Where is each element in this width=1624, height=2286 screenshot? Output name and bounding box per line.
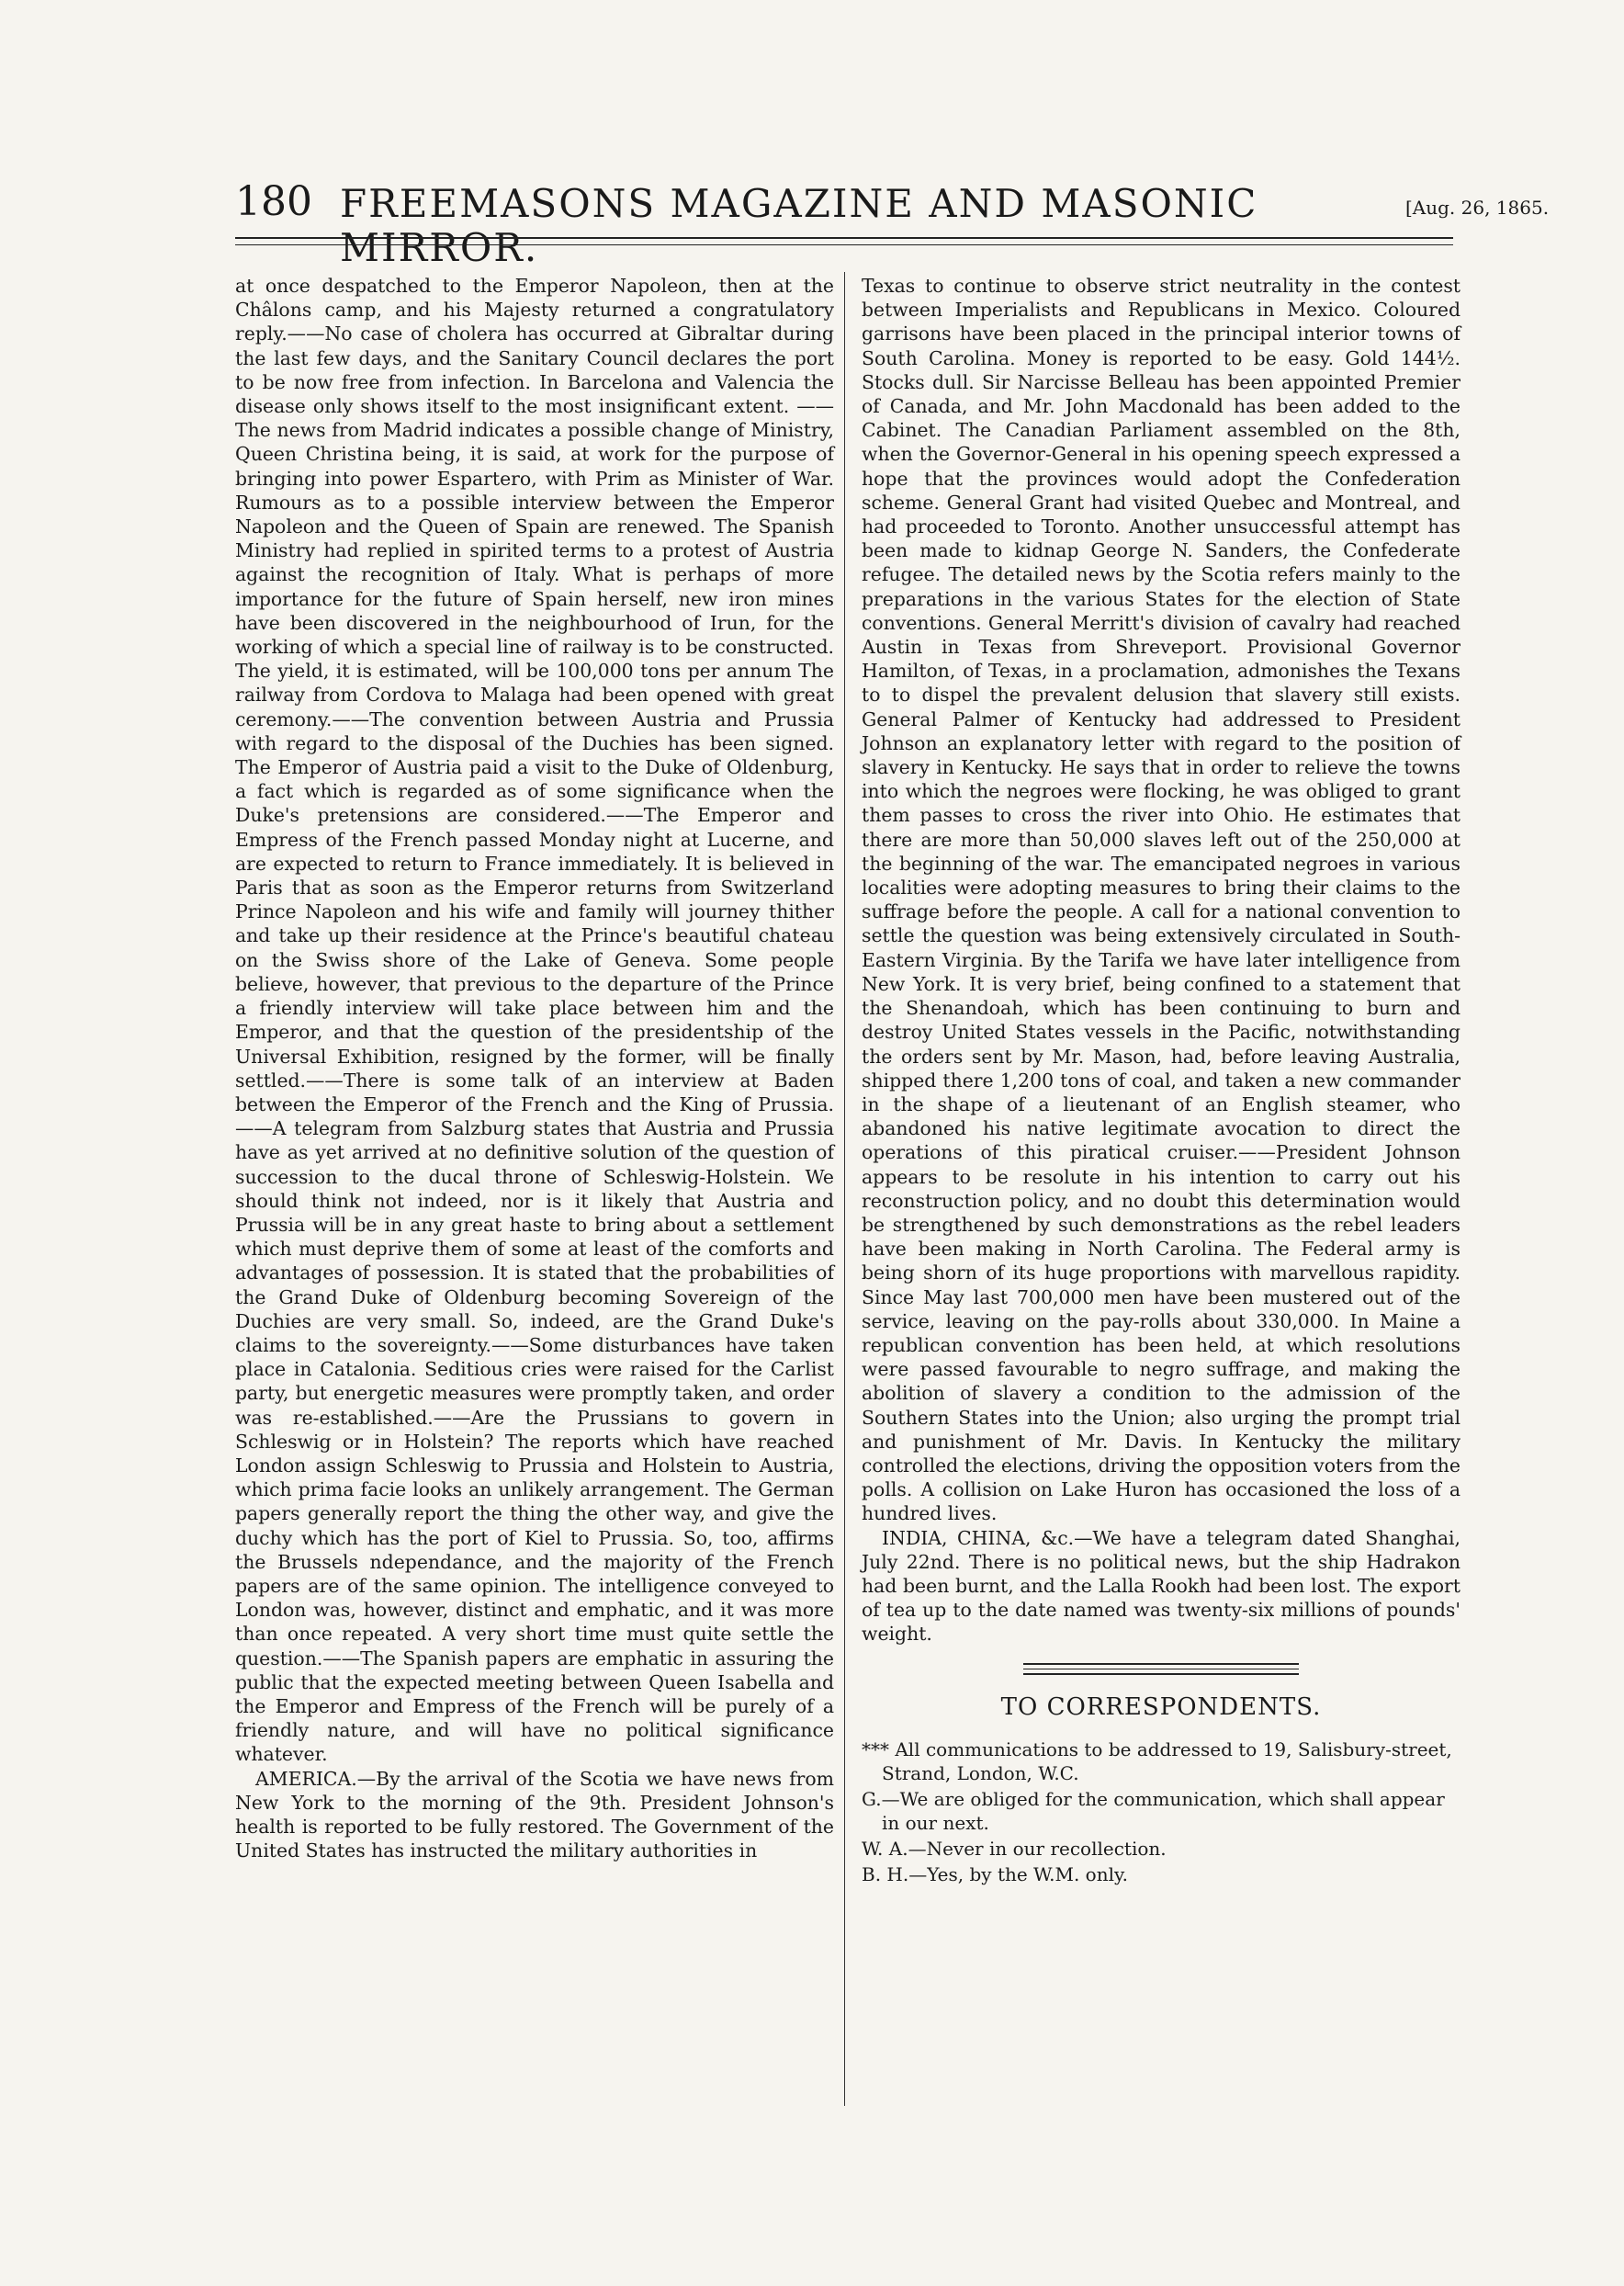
correspondent-note: B. H.—Yes, by the W.M. only. [862,1862,1128,1885]
correspondent-note: *** All communications to be addressed to 19, Salisbury-street, Strand, London, W.C. [862,1737,1452,1784]
header-rule [235,237,1453,239]
masthead-title: FREEMASONS MAGAZINE AND MASONIC MIRROR. [340,181,1258,270]
correspondents-section [862,1692,1460,1886]
page-number: 180 [235,178,312,225]
issue-date: [Aug. 26, 1865. [1405,197,1550,219]
section-ornament-rule [1023,1663,1299,1675]
correspondent-note: W. A.—Never in our recollection. [862,1837,1167,1860]
news-paragraph-india-china: INDIA, CHINA, &c.—We have a telegram dated Shanghai, July 22nd. There is no political news, but the ship Hadrakon had been burnt, and the Lalla Rookh had been lost. The export of tea up to the date named was twenty-six millions of pounds' weight. [862,1526,1460,1646]
header-rule-thin [235,244,1453,245]
right-column [862,274,1460,2102]
news-paragraph-europe: at once despatched to the Emperor Napoleon, then at the Châlons camp, and his Majesty returned a congratulatory reply.——No case of cholera has occurred at Gibraltar during the last few days, and the Sanitary Council declares the port to be now free from infection. In Barcelona and Valencia the disease only shows itself to the most insignificant extent. ——The news from Madrid indicates a possible change of Ministry, Queen Christina being, it is said, at work for the purpose of bringing into power Espartero, with Prim as Minister of War. Rumours as to a possible interview between the Emperor Napoleon and the Queen of Spain are renewed. The Spanish Ministry had replied in spirited terms to a protest of Austria against the recognition of Italy. What is perhaps of more importance for the future of Spain herself, new iron mines have been discovered in the neighbourhood of Irun, for the working of which a special line of railway is to be constructed. The yield, it is estimated, will be 100,000 tons per annum The railway from Cordova to Malaga had been opened with great ceremony.——The convention between Austria and Prussia with regard to the disposal of the Duchies has been signed. The Emperor of Austria paid a visit to the Duke of Oldenburg, a fact which is regarded as of some significance when the Duke's pretensions are considered.——The Emperor and Empress of the French passed Monday night at Lucerne, and are expected to return to France immediately. It is believed in Paris that as soon as the Emperor returns from Switzerland Prince Napoleon and his wife and family will journey thither and take up their residence at the Prince's beautiful chateau on the Swiss shore of the Lake of Geneva. Some people believe, however, that previous to the departure of the Prince a friendly interview will take place between him and the Emperor, and that the question of the presidentship of the Universal Exhibition, resigned by the former, will be finally settled.——There is some talk of an interview at Baden between the Emperor of the French and the King of Prussia. ——A telegram from Salzburg states that Austria and Prussia have as yet arrived at no definitive solution of the question of succession to the ducal throne of Schleswig-Holstein. We should think not indeed, nor is it likely that Austria and Prussia will be in any great haste to bring about a settlement which must deprive them of some at least of the comforts and advantages of possession. It is stated that the probabilities of the Grand Duke of Oldenburg becoming Sovereign of the Duchies are very small. So, indeed, are the Grand Duke's claims to the sovereignty.——Some disturbances have taken place in Catalonia. Seditious cries were raised for the Carlist party, but energetic measures were promptly taken, and order was re-established.——Are the Prussians to govern in Schleswig or in Holstein? The reports which have reached London assign Schleswig to Prussia and Holstein to Austria, which prima facie looks an unlikely arrangement. The German papers generally report the thing the other way, and give the duchy which has the port of Kiel to Prussia. So, too, affirms the Brussels ndependance, and the majority of the French papers are of the same opinion. The intelligence conveyed to London was, however, distinct and emphatic, and it was more than once repeated. A very short time must quite settle the question.——The Spanish papers are emphatic in assuring the public that the expected meeting between Queen Isabella and the Emperor and Empress of the French will be purely of a friendly nature, and will have no political significance whatever. [235,275,834,1766]
news-paragraph-america-cont: Texas to continue to observe strict neutrality in the contest between Imperialists and Republicans in Mexico. Coloured garrisons have been placed in the principal interior towns of South Carolina. Money is reported to be easy. Gold 144½. Stocks dull. Sir Narcisse Belleau has been appointed Premier of Canada, and Mr. John Macdonald has been added to the Cabinet. The Canadian Parliament assembled on the 8th, when the Governor-General in his opening speech expressed a hope that the provinces would adopt the Confederation scheme. General Grant had visited Quebec and Montreal, and had proceeded to Toronto. Another unsuccessful attempt has been made to kidnap George N. Sanders, the Confederate refugee. The detailed news by the Scotia refers mainly to the preparations in the various States for the election of State conventions. General Merritt's division of cavalry had reached Austin in Texas from Shreveport. Provisional Governor Hamilton, of Texas, in a proclamation, admonishes the Texans to to dispel the prevalent delusion that slavery still exists. General Palmer of Kentucky had addressed to President Johnson an explanatory letter with regard to the position of slavery in Kentucky. He says that in order to relieve the towns into which the negroes were flocking, he was obliged to grant them passes to cross the river into Ohio. He estimates that there are more than 50,000 slaves left out of the 250,000 at the beginning of the war. The emancipated negroes in various localities were adopting measures to bring their claims to the suffrage before the people. A call for a national convention to settle the question was being extensively circulated in South-Eastern Virginia. By the Tarifa we have later intelligence from New York. It is very brief, being confined to a statement that the Shenandoah, which has been continuing to burn and destroy United States vessels in the Pacific, notwithstanding the orders sent by Mr. Mason, had, before leaving Australia, shipped there 1,200 tons of coal, and taken a new commander in the shape of a lieutenant of an English steamer, who abandoned his native legitimate avocation to direct the operations of this piratical cruiser.——President Johnson appears to be resolute in his intention to carry out his reconstruction policy, and no doubt this determination would be strengthened by such demonstrations as the rebel leaders have been making in North Carolina. The Federal army is being shorn of its huge proportions with marvellous rapidity. Since May last 700,000 men have been mustered out of the service, leaving on the pay-rolls about 330,000. In Maine a republican convention has been held, at which resolutions were passed favourable to negro suffrage, and making the abolition of slavery a condition to the admission of the Southern States into the Union; also urging the prompt trial and punishment of Mr. Davis. In Kentucky the military controlled the elections, driving the opposition voters from the polls. A collision on Lake Huron has occasioned the loss of a hundred lives. [862,275,1460,1525]
column-divider [844,272,845,2106]
correspondents-heading: TO CORRESPONDENTS. [1000,1692,1322,1721]
left-column [235,274,834,2093]
news-paragraph-america: AMERICA.—By the arrival of the Scotia we have news from New York to the morning of the 9th. President Johnson's health is reported to be fully restored. The Government of the United States has instructed the military authorities in [235,1767,834,1862]
correspondent-note: G.—We are obliged for the communication, which shall appear in our next. [862,1787,1445,1834]
